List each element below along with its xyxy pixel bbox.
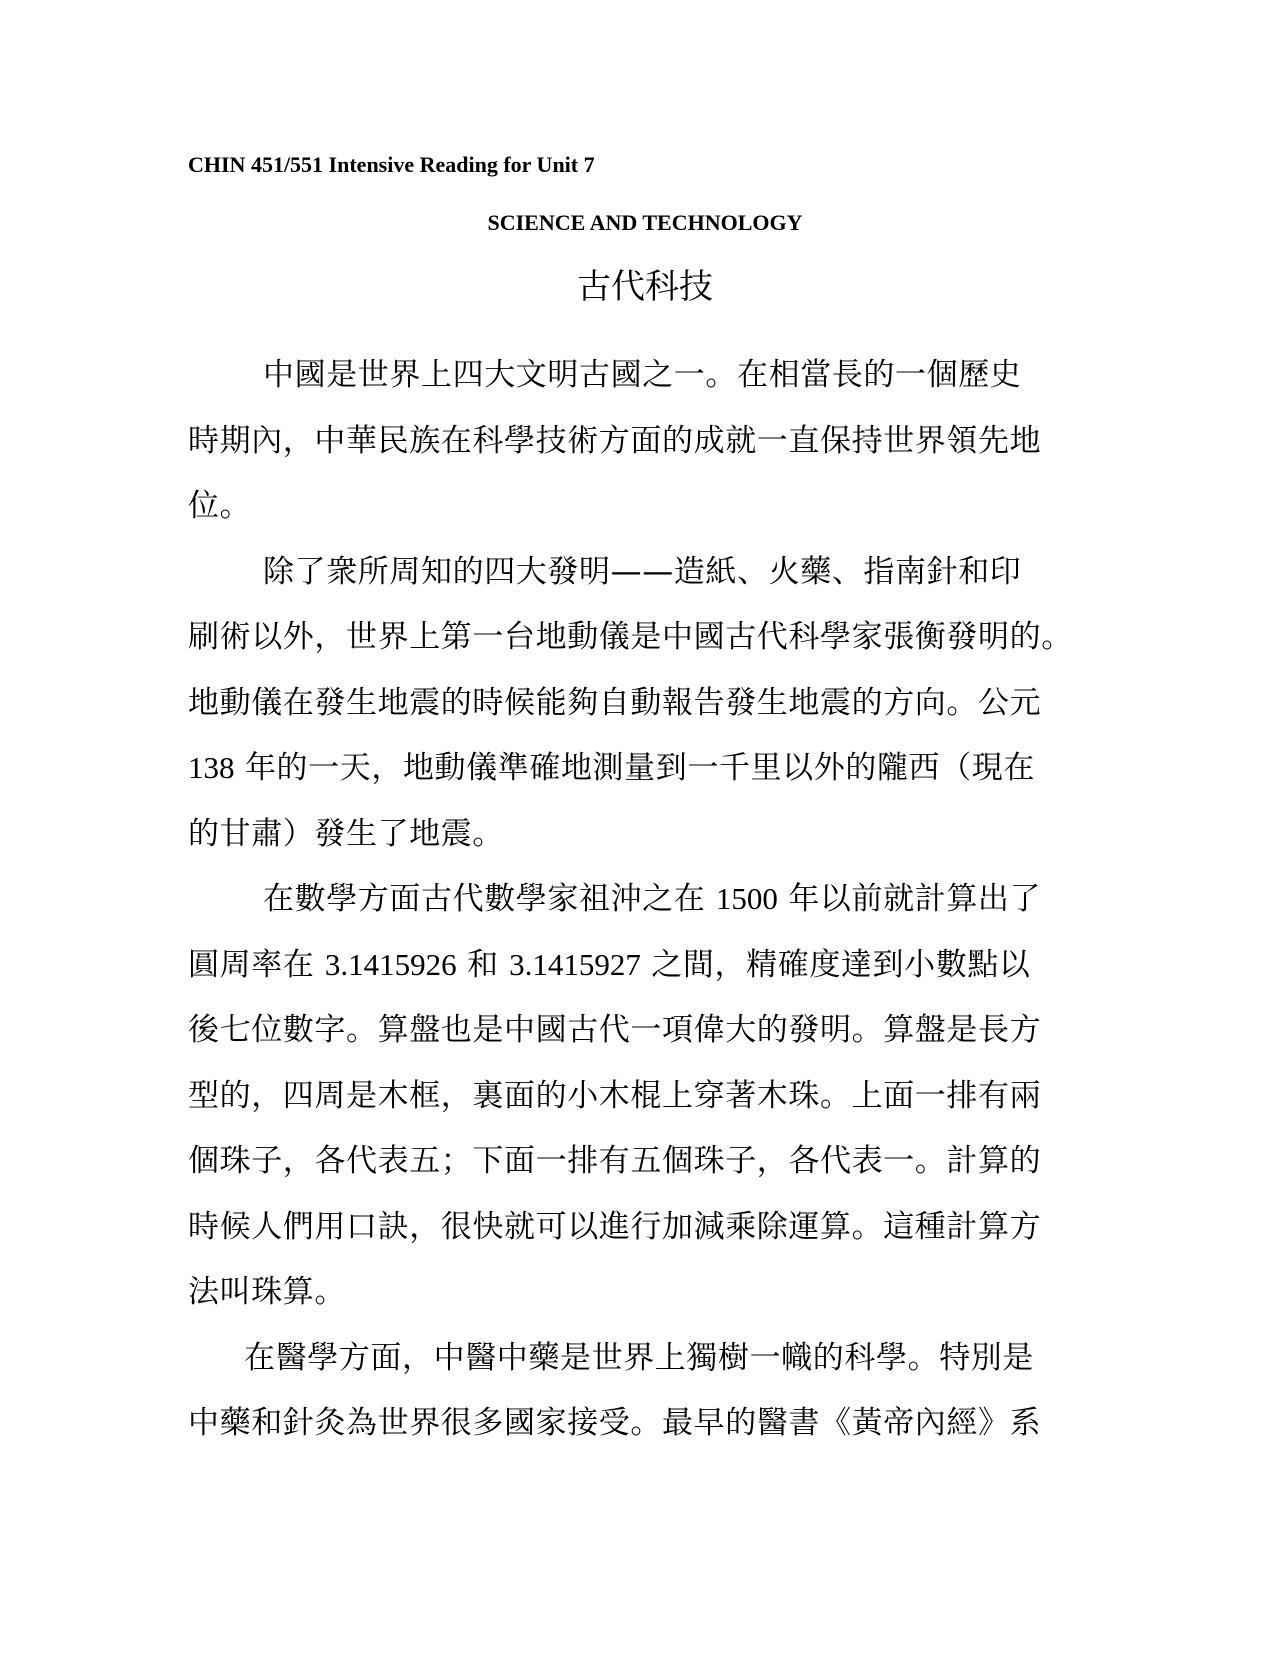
paragraph-civilization [188, 348, 1088, 545]
text-line: 圓周率在 3.1415926 和 3.1415927 之間，精確度達到小數點以 [188, 946, 1031, 983]
text-line: 在數學方面古代數學家祖沖之在 1500 年以前就計算出了 [263, 881, 1042, 917]
chinese-title: 古代科技 [577, 267, 713, 307]
text-line: 型的，四周是木框，裏面的小木棍上穿著木珠。上面一排有兩 [188, 1077, 1042, 1114]
paragraph-inventions [188, 545, 1088, 873]
text-line: 時候人們用口訣，很快就可以進行加減乘除運算。這種計算方 [188, 1208, 1042, 1245]
text-line: 時期內，中華民族在科學技術方面的成就一直保持世界領先地 [188, 422, 1042, 459]
text-line: 的甘肅）發生了地震。 [188, 815, 504, 852]
course-header: CHIN 451/551 Intensive Reading for Unit 7 [188, 152, 595, 177]
unit-title: SCIENCE AND TECHNOLOGY [487, 210, 803, 235]
text-line: 除了衆所周知的四大發明——造紙、火藥、指南針和印 [263, 553, 1022, 590]
text-line: 地動儀在發生地震的時候能夠自動報告發生地震的方向。公元 [188, 684, 1042, 721]
text-line: 刷術以外，世界上第一台地動儀是中國古代科學家張衡發明的。 [188, 619, 1073, 655]
paragraph-medicine [188, 1331, 1088, 1462]
text-line: 後七位數字。算盤也是中國古代一項偉大的發明。算盤是長方 [188, 1012, 1042, 1048]
body-text [188, 348, 1088, 1462]
text-line: 個珠子，各代表五；下面一排有五個珠子，各代表一。計算的 [188, 1143, 1042, 1179]
text-line: 中國是世界上四大文明古國之一。在相當長的一個歷史 [263, 357, 1022, 393]
number-text: 3.1415927 [509, 946, 641, 982]
number-text: 138 [188, 750, 235, 785]
text-line: 138 年的一天，地動儀準確地測量到一千里以外的隴西（現在 [188, 750, 1035, 786]
text-line: 位。 [188, 488, 252, 524]
number-text: 1500 [715, 881, 778, 916]
paragraph-mathematics [188, 872, 1088, 1331]
text-line: 法叫珠算。 [188, 1274, 346, 1310]
number-text: 3.1415926 [324, 946, 457, 982]
text-line: 在醫學方面，中醫中藥是世界上獨樹一幟的科學。特別是 [244, 1339, 1034, 1376]
text-line: 中藥和針灸為世界很多國家接受。最早的醫書《黃帝內經》系 [188, 1405, 1042, 1441]
